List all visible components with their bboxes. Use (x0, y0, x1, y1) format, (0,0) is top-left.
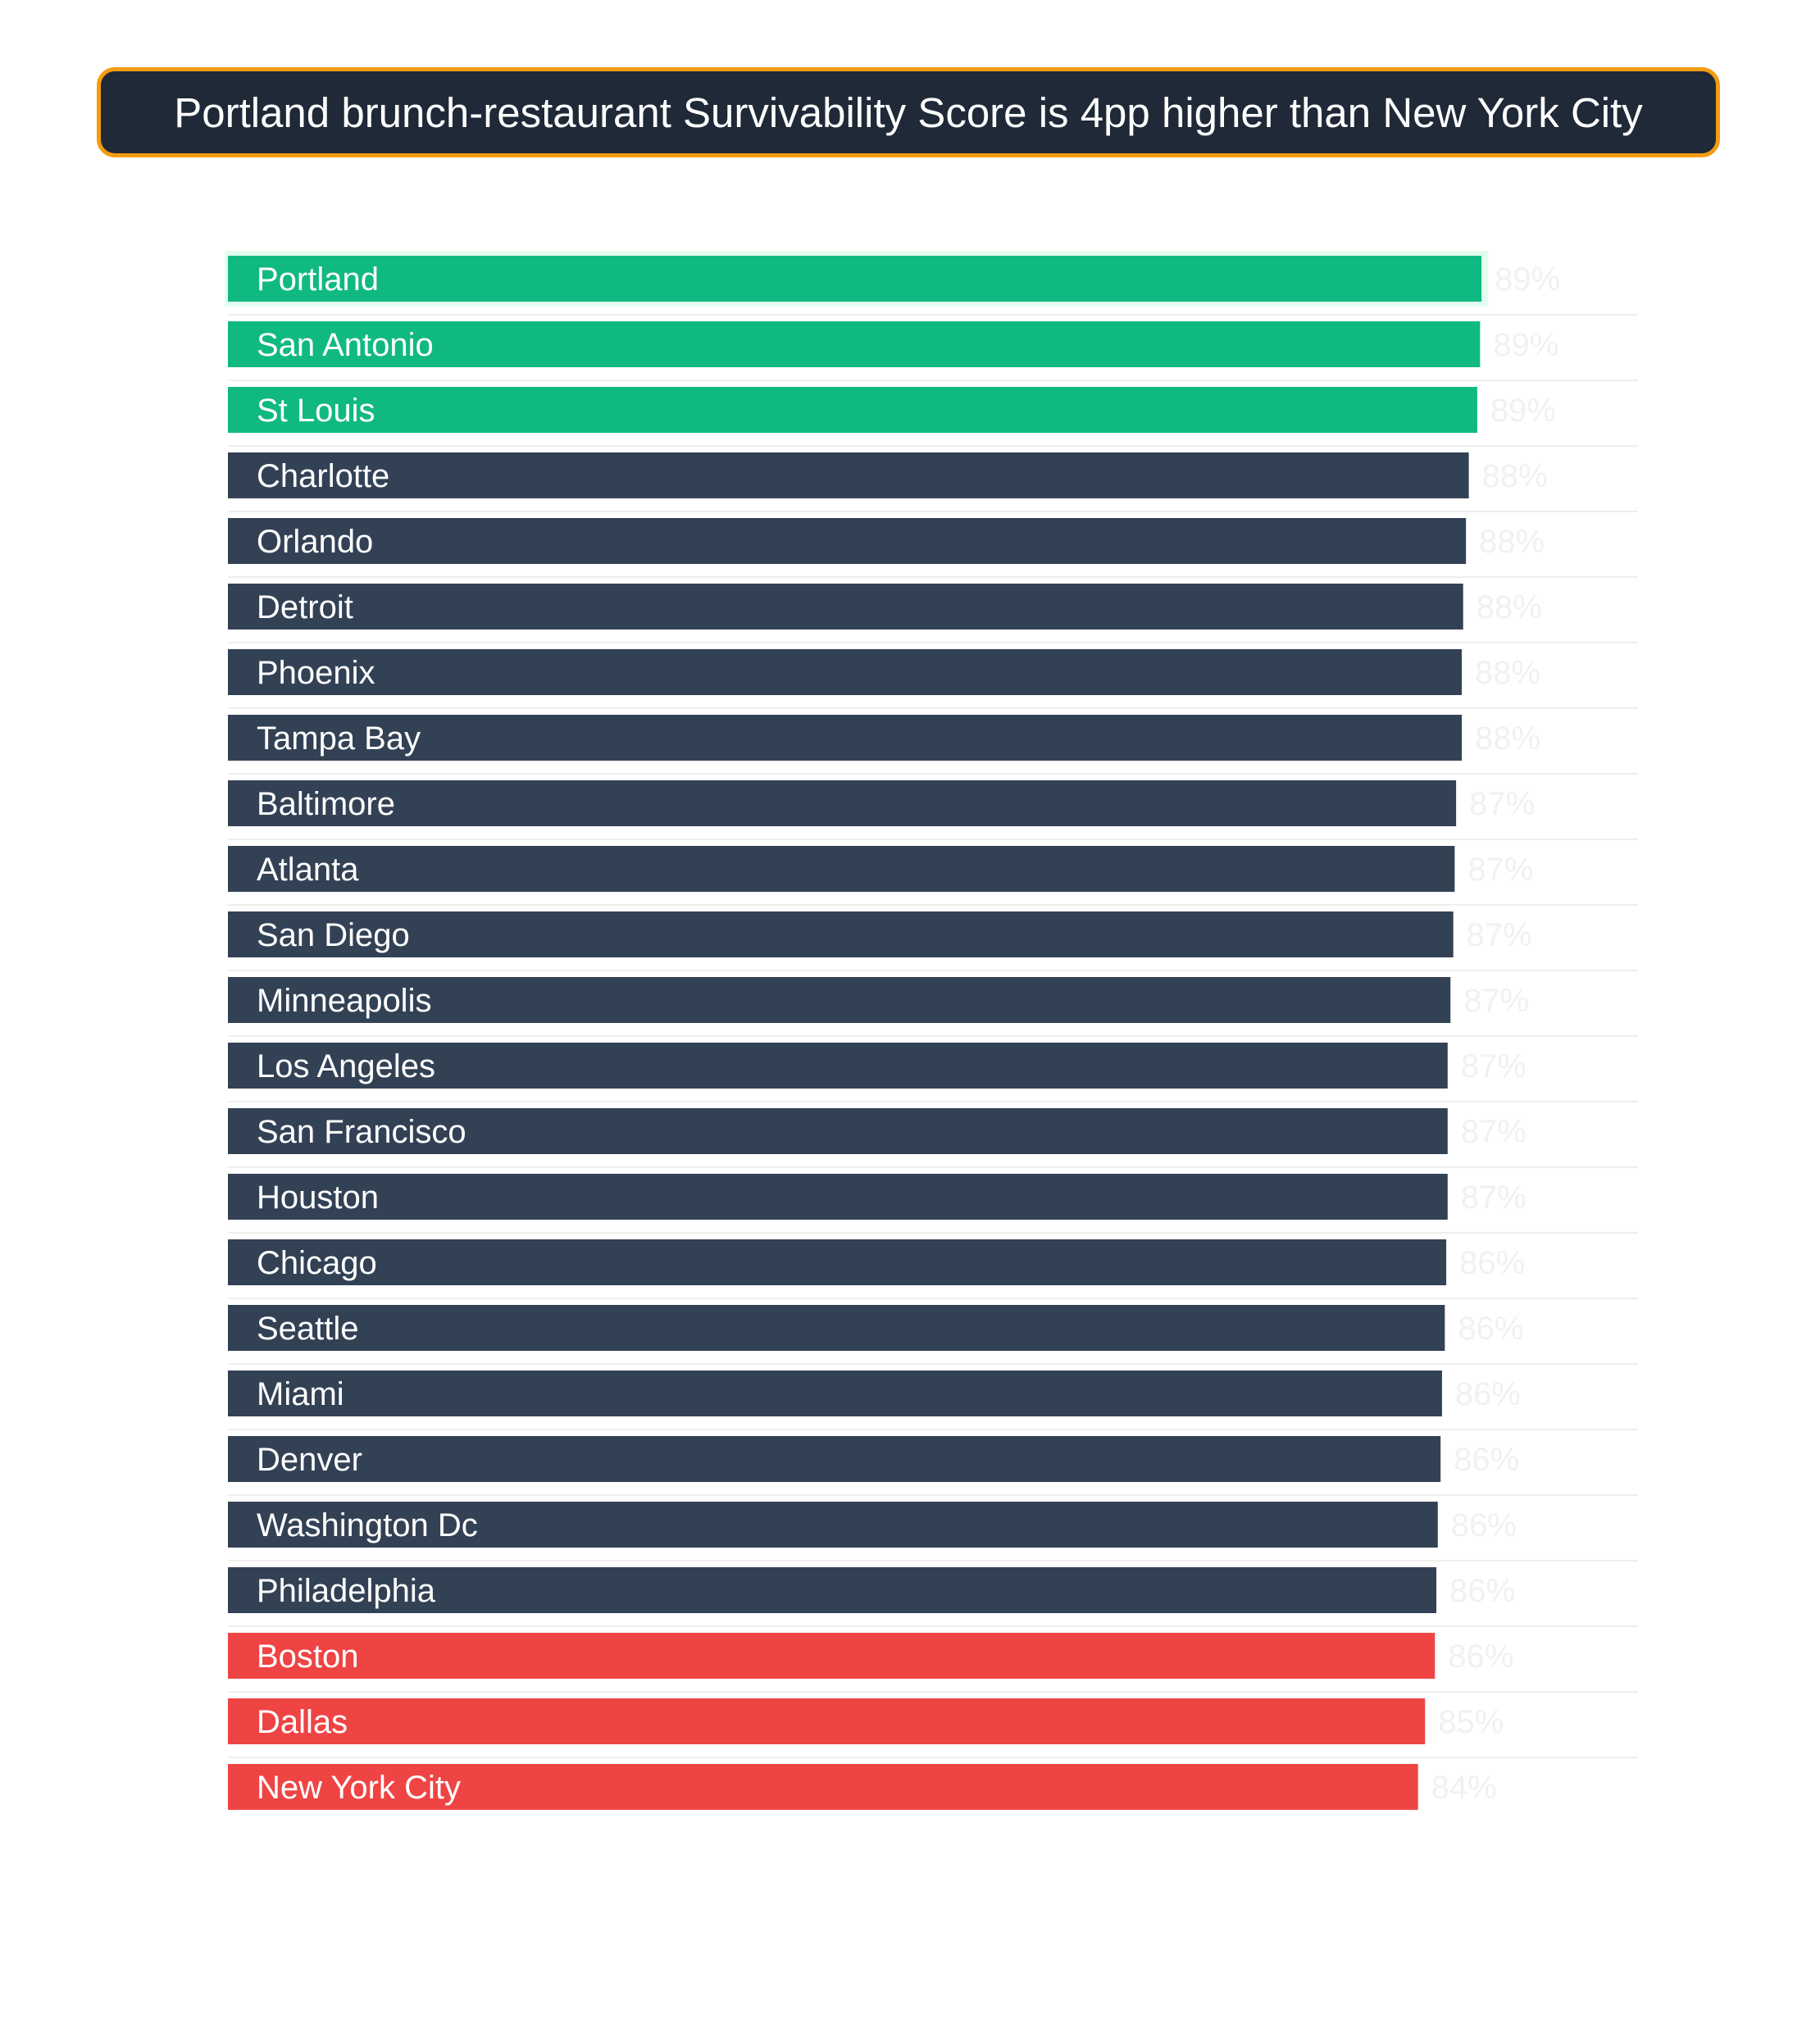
category-label: St Louis (257, 393, 375, 429)
value-label: 86% (1454, 1376, 1521, 1412)
bar-miami (228, 1371, 1442, 1416)
category-label: Baltimore (257, 786, 395, 822)
value-label: 87% (1463, 983, 1530, 1019)
value-label: 87% (1467, 852, 1534, 888)
value-label: 89% (1493, 327, 1559, 363)
bar-seattle (228, 1305, 1445, 1351)
value-label: 85% (1438, 1704, 1504, 1740)
value-label: 87% (1460, 1180, 1527, 1216)
category-label: Miami (257, 1376, 344, 1412)
bar-dallas (228, 1698, 1425, 1744)
category-label: Orlando (257, 524, 374, 560)
value-label: 86% (1454, 1442, 1520, 1478)
category-label: San Antonio (257, 327, 434, 363)
bar-chicago (228, 1239, 1446, 1285)
bar-houston (228, 1174, 1448, 1220)
value-label: 88% (1479, 524, 1545, 560)
value-label: 88% (1475, 655, 1541, 691)
value-label: 86% (1448, 1639, 1514, 1675)
value-label: 84% (1431, 1770, 1497, 1806)
bar-boston (228, 1633, 1435, 1679)
bar-denver (228, 1436, 1440, 1482)
value-label: 88% (1476, 589, 1542, 625)
value-label: 86% (1459, 1245, 1526, 1281)
bar-charlotte (228, 452, 1469, 498)
category-label: New York City (257, 1770, 461, 1806)
category-label: Boston (257, 1639, 359, 1675)
chart-title: Portland brunch-restaurant Survivability Score is 4pp higher than New York City (174, 89, 1643, 136)
category-label: Los Angeles (257, 1048, 435, 1084)
category-label: Portland (257, 261, 379, 298)
bar-portland (228, 256, 1481, 302)
category-label: Minneapolis (257, 983, 432, 1019)
category-label: Dallas (257, 1704, 348, 1740)
category-label: Denver (257, 1442, 362, 1478)
value-label: 86% (1458, 1311, 1524, 1347)
category-label: Seattle (257, 1311, 359, 1347)
value-label: 89% (1495, 261, 1561, 298)
category-label: Tampa Bay (257, 720, 421, 757)
category-label: Chicago (257, 1245, 377, 1281)
value-label: 87% (1466, 917, 1532, 953)
value-label: 87% (1469, 786, 1536, 822)
category-label: San Francisco (257, 1114, 466, 1150)
category-label: Charlotte (257, 458, 390, 494)
value-label: 87% (1460, 1114, 1527, 1150)
bar-atlanta (228, 846, 1454, 892)
category-label: Philadelphia (257, 1573, 435, 1609)
bar-san-diego (228, 911, 1454, 957)
value-label: 88% (1475, 720, 1541, 757)
value-label: 86% (1449, 1573, 1516, 1609)
value-label: 86% (1450, 1507, 1517, 1543)
category-label: Houston (257, 1180, 379, 1216)
value-label: 88% (1481, 458, 1548, 494)
bar-detroit (228, 584, 1463, 630)
bar-phoenix (228, 649, 1462, 695)
bar-baltimore (228, 780, 1456, 826)
bar-orlando (228, 518, 1466, 564)
category-label: Atlanta (257, 852, 359, 888)
value-label: 87% (1460, 1048, 1527, 1084)
category-label: San Diego (257, 917, 410, 953)
category-label: Phoenix (257, 655, 375, 691)
category-label: Detroit (257, 589, 353, 625)
bar-st-louis (228, 387, 1477, 433)
category-label: Washington Dc (257, 1507, 478, 1543)
value-label: 89% (1490, 393, 1556, 429)
